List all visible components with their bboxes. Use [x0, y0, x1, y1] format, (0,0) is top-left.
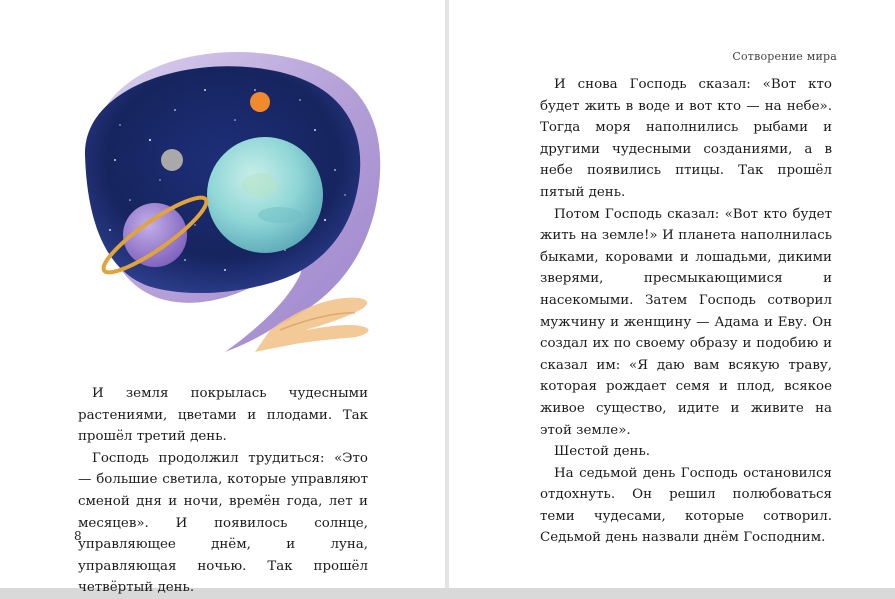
running-title: Сотворение мира [732, 50, 837, 63]
paragraph: На седьмой день Господь остановился отдохнуть. Он решил полюбоваться теми чудесами, которые сотворил. Седьмой день назвали днём Господним. [540, 465, 832, 546]
small-orange-planet [250, 92, 270, 112]
left-text-block [78, 383, 368, 599]
paragraph: Шестой день. [554, 444, 650, 460]
paragraph: Господь продолжил трудиться: «Это — большие светила, которые управляют сменой дня и ночи, времён года, лет и месяцев». И появилось солнце, управляющее днём, и луна, управляющая ночью. Так прошёл четвёртый день. [78, 450, 368, 596]
small-grey-planet [161, 149, 183, 171]
page-number: 8 [74, 529, 82, 543]
paragraph: Потом Господь сказал: «Вот кто будет жить на земле!» И планета наполнилась быками, коровами и лошадьми, дикими зверями, пресмыкающимися и насекомыми. Затем Господь сотворил мужчину и женщину — Адама и Еву. Он создал их по своему образу и подобию и сказал им: «Я даю вам всякую траву, которая рождает семя и плод, всякое живое существо, идите и живите на этой земле». [540, 206, 832, 438]
paragraph: И земля покрылась чудесными растениями, цветами и плодами. Так прошёл третий день. [78, 386, 368, 445]
paragraph: И снова Господь сказал: «Вот кто будет жить в воде и вот кто — на небе». Тогда моря наполнились рыбами и другими чудесными созданиями, а в небе появились птицы. Так прошёл пятый день. [540, 77, 832, 200]
left-page [0, 0, 445, 596]
right-text-block [540, 74, 832, 549]
cosmos-illustration [55, 30, 395, 360]
